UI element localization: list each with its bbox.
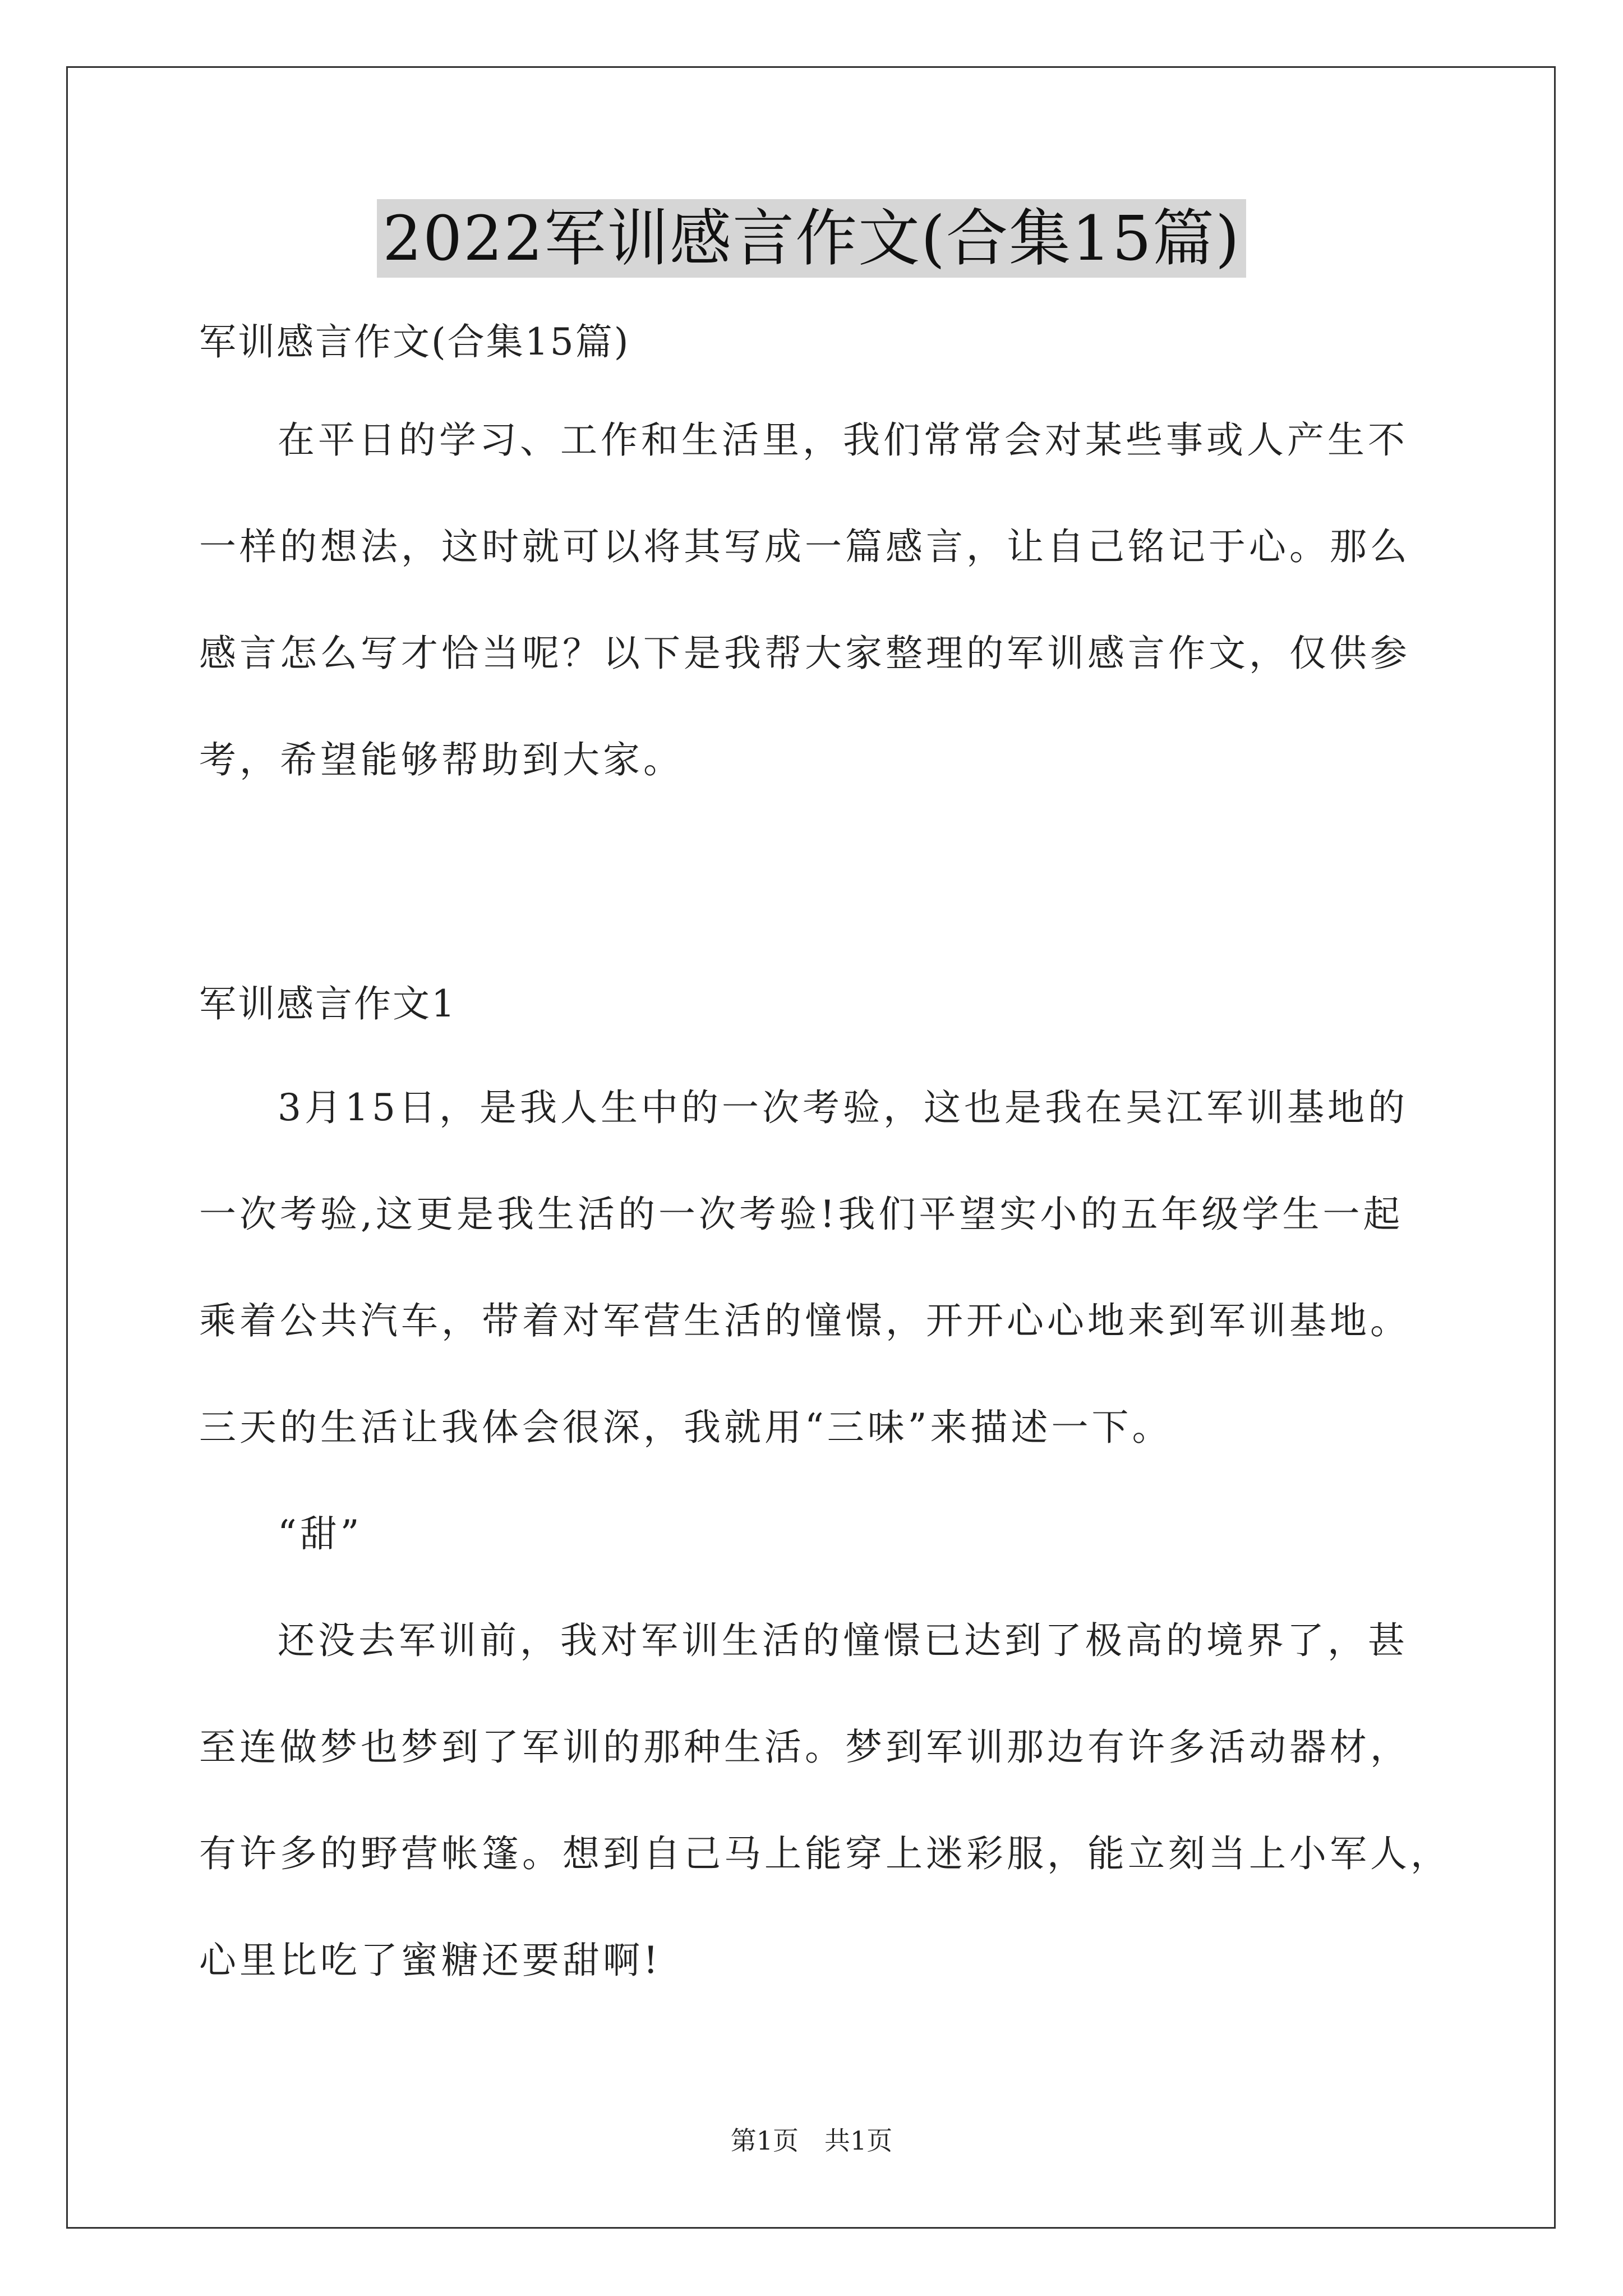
document-title: 2022军训感言作文(合集15篇) xyxy=(377,199,1246,278)
section1-line-1: 3月15日，是我人生中的一次考验，这也是我在吴江军训基地的 xyxy=(278,1086,1408,1129)
section-heading-1: 军训感言作文1 xyxy=(199,982,457,1025)
sweet-heading: “甜” xyxy=(278,1512,363,1556)
page-border xyxy=(66,66,1556,2229)
sweet-line-3: 有许多的野营帐篷。想到自己马上能穿上迷彩服，能立刻当上小军人， xyxy=(199,1832,1451,1875)
intro-line-3: 感言怎么写才恰当呢？以下是我帮大家整理的军训感言作文，仅供参 xyxy=(199,632,1410,675)
subtitle: 军训感言作文(合集15篇) xyxy=(199,320,630,364)
intro-line-1: 在平日的学习、工作和生活里，我们常常会对某些事或人产生不 xyxy=(278,418,1408,462)
intro-line-4: 考，希望能够帮助到大家。 xyxy=(199,738,684,781)
section1-line-4: 三天的生活让我体会很深，我就用“三味”来描述一下。 xyxy=(199,1406,1173,1449)
intro-line-2: 一样的想法，这时就可以将其写成一篇感言，让自己铭记于心。那么 xyxy=(199,525,1410,568)
title-container xyxy=(0,199,1623,278)
section1-line-2: 一次考验,这更是我生活的一次考验!我们平望实小的五年级学生一起 xyxy=(199,1193,1404,1236)
sweet-line-1: 还没去军训前，我对军训生活的憧憬已达到了极高的境界了，甚 xyxy=(278,1619,1408,1662)
page-number: 第1页 共1页 xyxy=(730,2125,893,2156)
sweet-line-4: 心里比吃了蜜糖还要甜啊! xyxy=(199,1939,662,1982)
section1-line-3: 乘着公共汽车，带着对军营生活的憧憬，开开心心地来到军训基地。 xyxy=(199,1299,1410,1342)
page-footer xyxy=(0,2120,1623,2157)
sweet-line-2: 至连做梦也梦到了军训的那种生活。梦到军训那边有许多活动器材， xyxy=(199,1726,1410,1769)
